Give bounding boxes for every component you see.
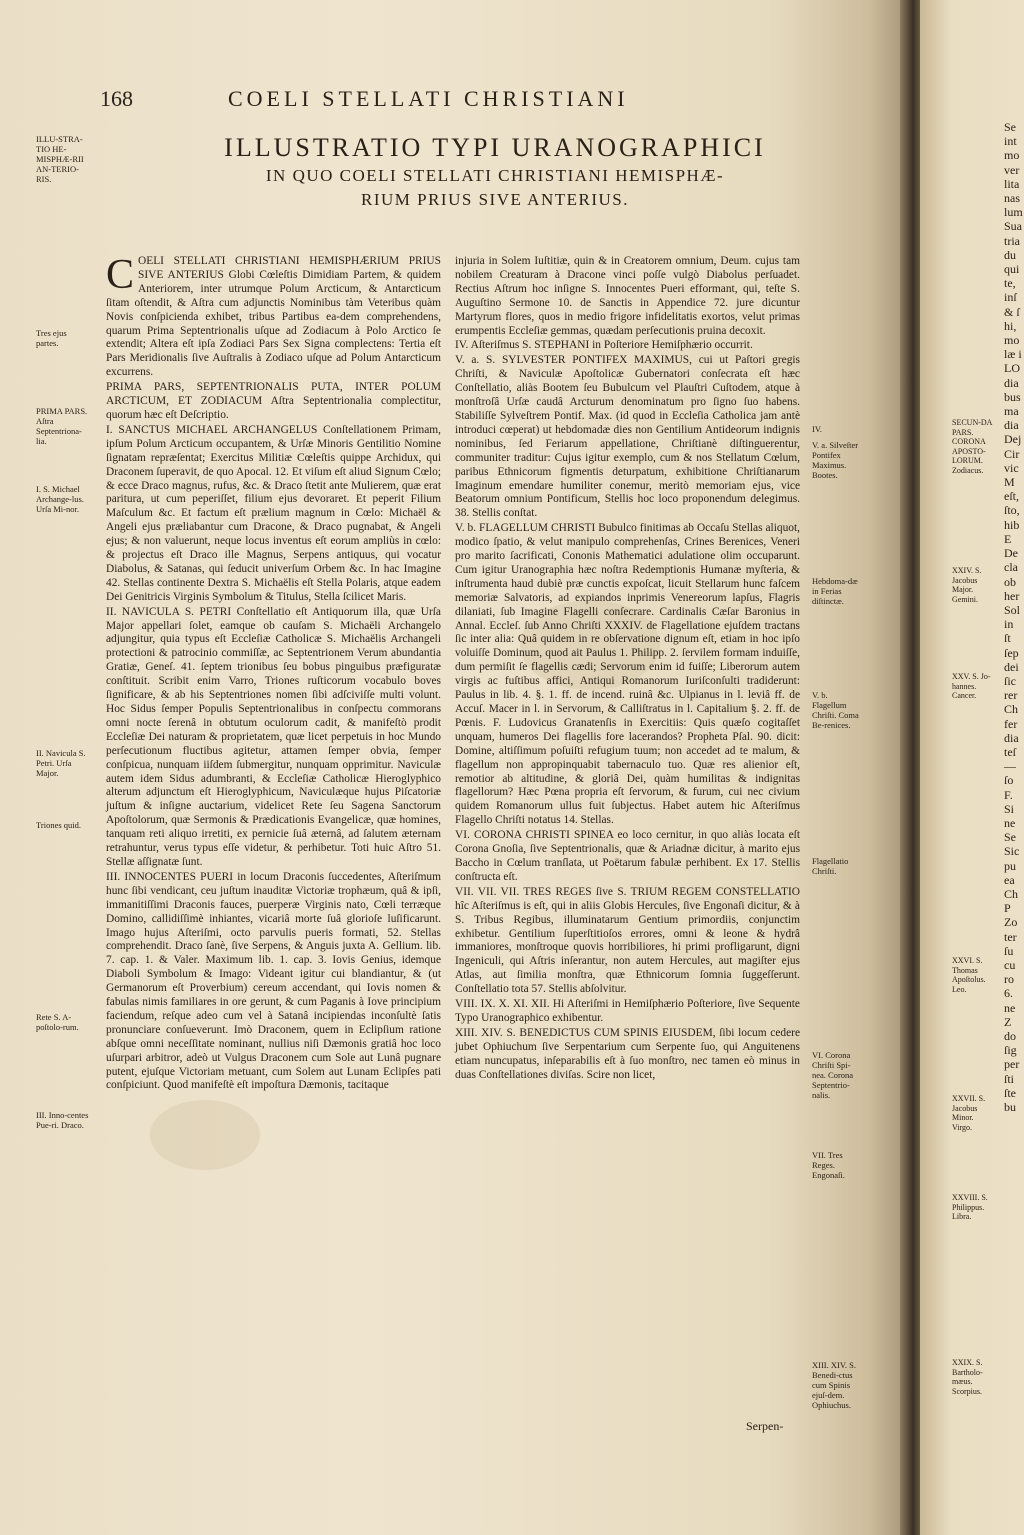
facing-text-fragment: hib xyxy=(1004,517,1020,532)
facing-text-fragment: 6. xyxy=(1004,986,1013,1001)
paragraph: I. SANCTUS MICHAEL ARCHANGELUS Conſtellationem Primam, ipſum Polum Arcticum occupantem, & Urſæ Minoris Gentilitio Nomine ſignatam repræſentat; Exercitus Militiæ Cœleſtis quippe Archidux, qui Draconem ſuperavit, de quo Apocal. 12. Et viſum eſt aliud Signum Cœlo; & ecce Draco magnus, rufus, &c. & Draco ſtetit ante Mulierem, quæ erat paritura, ut cum peperiſſet, filium ejus devoraret. Et peperit Filium Maſculum &c. Et factum eſt prælium magnum in Cœlo: Michaël & Angeli ejus præliabantur cum Dracone, & Draco pugnabat, & Angeli ejus; & non valuerunt, neque locus inventus eſt eorum ampliùs in cœlo: & projectus eſt Draco ille Magnus, Serpens antiquus, qui vocatur Diabolus, & Satanas, qui ſeducit univerſum Orbem &c. In hac Imagine 42. Stellas continente Dextra S. Michaëlis eſt Stella Polaris, atque eadem Dei Genitricis Virginis Symbolum & Titulus, Stella ſcilicet Maris. xyxy=(106,423,441,603)
facing-text-fragment: ea xyxy=(1004,872,1015,887)
facing-text-fragment: Cir xyxy=(1004,446,1020,461)
paragraph: VII. VII. VII. TRES REGES ſive S. TRIUM REGEM CONSTELLATIO hîc Aſteriſmus is eſt, qui in aliis Globis Hercules, ſive Engonaſi dicitur, & à S. Tribus Regibus, illuminatarum Gentium primordiis, conjunctim exhibetur. Gentilium ſuperſtitioſos errores, omni & leone & hydrâ immaniores, monſtroque quovis horribiliores, hi primi profligarunt, digni Ingeniculi, qui Aſtris inſerantur, non autem Hercules, aut magiſter ejus Atlas, aut ſimilia monſtra, quæ Ethnicorum ſomnia ſuggeſſerunt. Conſtellatio tota 57. Stellis abſolvitur. xyxy=(455,885,800,996)
margin-note: VI. Corona Chriſti Spi-nea. Corona Septentrio-nalis. xyxy=(812,1050,854,1100)
facing-text-fragment: bu xyxy=(1004,1100,1016,1115)
paper-stain xyxy=(150,1100,260,1170)
facing-text-fragment: her xyxy=(1004,588,1020,603)
facing-text-fragment: dia xyxy=(1004,730,1019,745)
margin-note: XIII. XIV. S. Benedi-ctus cum Spinis ejuſ-dem. Ophiuchus. xyxy=(812,1360,856,1410)
left-text-column xyxy=(106,252,441,1094)
facing-text-fragment: Ch xyxy=(1004,886,1019,901)
facing-text-fragment: P xyxy=(1004,901,1011,916)
margin-note: Flagellatio Chriſti. xyxy=(812,856,849,876)
margin-note: Triones quid. xyxy=(36,820,82,830)
facing-text-fragment: inſ xyxy=(1004,290,1017,305)
paragraph: injuria in Solem Iuſtitiæ, quin & in Creatorem omnium, Deum. cujus tam nobilem Creaturam à Dracone vinci poſſe vulgò Diabolus perſuadet. Rectius Aſtrum hoc inſigne S. Innocentes Pueri efformant, qui, teſte S. Auguſtino Sermone 10. de Sanctis in Appendice 72. jure dicuntur Martyrum flores, quos in medio frigore infidelitatis exortos, velut primas erumpentis Eccleſiæ gemmas, quædam perſecutionis pruina decoxit. xyxy=(455,255,800,337)
facing-text-fragment: dia xyxy=(1004,375,1019,390)
facing-text-fragment: ſo xyxy=(1004,773,1014,788)
margin-note: PRIMA PARS. Aſtra Septentriona-lia. xyxy=(36,406,88,446)
facing-text-fragment: Se xyxy=(1004,120,1016,134)
facing-text-fragment: pu xyxy=(1004,858,1016,873)
paragraph: V. a. S. SYLVESTER PONTIFEX MAXIMUS, cui ut Paſtori gregis Chriſti, & Naviculæ Apoſtolicæ Gubernatori conſecrata eſt hæc Conſtellatio, aliàs Bootem ſeu Bubulcum vel Plauſtri Cuſtodem, atque à monſtroſâ Urſæ caudâ Arcturum denominatum pro ſigno ſuo habens. Stabiliſſe Sylveſtrem Pontif. Max. (id quod in Eccleſia Catholica jam antè introduci cœperat) ut hebdomadæ dies non Gentilium Antideorum indignis nominibus, ſed Feriarum appellatione, Chriſtianè diſtinguerentur, communiter traditur: Cujus igitur exemplo, cum & nos Stellatum Cœlum, paribus Ethnicorum figmentis deturpatum, exhibitione Chriſtianarum Imaginum emendare humiliter conemur, meritò memoriam ejus, vice Beatorum omnium Pontificum, Stellis hoc loco proponendum delegimus. 38. Stellis conſtat. xyxy=(455,354,800,520)
facing-text-fragment: du xyxy=(1004,247,1016,262)
facing-text-fragment: Ch xyxy=(1004,702,1019,717)
facing-text-fragment: & ſ xyxy=(1004,304,1020,319)
facing-text-fragment: tria xyxy=(1004,233,1020,248)
facing-text-fragment: lum xyxy=(1004,205,1023,220)
margin-note: II. Navicula S. Petri. Urſa Major. xyxy=(36,748,86,778)
margin-note: VII. Tres Reges. Engonaſi. xyxy=(812,1150,845,1180)
facing-text-fragment: ro xyxy=(1004,972,1014,987)
facing-text-fragment: Z xyxy=(1004,1014,1012,1029)
paragraph: VI. CORONA CHRISTI SPINEA eo loco cernitur, in quo aliàs locata eſt Corona Gnoſia, ſive Septentrionalis, quæ & Ariadnæ dicitur, à marito ejus Baccho in Cœlum tranſlata, ut Poëtarum fabulæ perhibent. Ex 17. Stellis conſtructa eſt. xyxy=(455,829,800,883)
facing-text-fragment: Sic xyxy=(1004,844,1020,859)
paragraph-intro: COELI STELLATI CHRISTIANI HEMISPHÆRIUM PRIUS SIVE ANTERIUS Globi Cœleſtis Dimidiam Partem, & quidem Anteriorem, inter utrumque Polum Arcticum, & Antarcticum ſitam oſtendit, & Aſtra cum adjunctis Nominibus tàm Veteribus quàm Novis conſpicienda exhibet, tribus Partibus ea-dem comprehendens, quarum Prima Septentrionalis uſque ad Zodiacum à Polo Arctico ſe extendit; Altera eſt ipſa Zodiaci Pars Sex Signa complectens: Tertia eſt Pars Meridionalis ſive Auſtralis à Zodiaco uſque ad Polum Antarcticum excurrens. xyxy=(106,252,441,379)
facing-text-fragment: ſte xyxy=(1004,1085,1016,1100)
margin-note: Hebdoma-dæ in Ferias diſtinctæ. xyxy=(812,576,858,606)
facing-text-fragment: mo xyxy=(1004,148,1020,163)
facing-text-fragment: qui xyxy=(1004,262,1020,277)
facing-text-fragment: Dej xyxy=(1004,432,1022,447)
facing-text-fragment: vic xyxy=(1004,460,1019,475)
facing-text-fragment: Sol xyxy=(1004,602,1021,617)
facing-text-fragment: ob xyxy=(1004,574,1016,589)
facing-text-fragment: rer xyxy=(1004,688,1018,703)
facing-text-fragment: ſt xyxy=(1004,631,1011,646)
facing-text-fragment: bus xyxy=(1004,389,1021,404)
catchword: Serpen- xyxy=(746,1419,784,1433)
facing-text-fragment: De xyxy=(1004,546,1018,561)
margin-note: I. S. Michael Archange-lus. Urſa Mi-nor. xyxy=(36,484,84,514)
drop-cap: C xyxy=(106,252,135,298)
facing-text-fragment: teſ xyxy=(1004,744,1016,759)
paragraph: III. INNOCENTES PUERI in locum Draconis ſuccedentes, Aſteriſmum hunc ſibi vendicant, ceu juſtum inauditæ Victoriæ trophæum, quâ & ipſi, immanitiſſimi Draconis fauces, puerperæ Virginis nato, Cœli terræque Domino, callidiſſimè inhiantes, vicariâ morte ſuâ glorioſe luſificarunt. Imago hujus Aſteriſmi, octo parvulis pueris formati, 52. Stellas comprehendit. Draco ſanè, ſive Serpens, & Anguis juxta A. Gellium. lib. 7. cap. 1. & Valer. Maximum lib. 1. cap. 3. Iovis Genius, idemque Diaboli Symbolum & Imago: Videant igitur cui blandiantur, & (ut Germanorum eſt Proverbium) cereum accendant, qui Iovis nomen & fabulas nimis familiares in ore gerunt, & cum Paganis à Iove principium faciendum, reſque adeo cum vel à Satanâ incipiendas inconſultè ſatis pronunciare conſueverunt. Imò Draconem, quem in Eclipſium ratione abſque omni neceſſitate nominant, nullius niſi Dæmonis gratiâ hoc loco uſurpari arbitror, adeò ut Vulgus Draconem cum Sole aut Lunâ pugnare putent, ejuſque Victoriam metuant, cum Solem aut Lunam Eclipſes pati conſpiciunt. Quod manifeſtè eſt impoſtura Dæmonis, tacitaque xyxy=(106,870,441,1092)
right-text-column xyxy=(455,255,800,1083)
facing-text-fragment: te, xyxy=(1004,276,1016,291)
facing-text-fragment: int xyxy=(1004,134,1017,149)
facing-text-fragment: ter xyxy=(1004,929,1017,944)
paragraph: XIII. XIV. S. BENEDICTUS CUM SPINIS EIUSDEM, ſibi locum cedere jubet Ophiuchum ſive Serpentarium cum Serpente ſuo, qui Anguitenens etiam nuncupatus, inſeparabilis eſt à ſuo monſtro, nec tamen eò minus in duas Conſtellationes diviſas. Scire non licet, xyxy=(455,1026,800,1081)
facing-text-fragment: cu xyxy=(1004,957,1016,972)
paragraph: II. NAVICULA S. PETRI Conſtellatio eſt Antiquorum illa, quæ Urſa Major appellari ſolet, eamque ob cauſam S. Michaëli Archangelo adjungitur, quia typus eſt Eccleſiæ Catholicæ S. Michaëlis Archangeli protectioni & patrocinio commiſſæ, ac Septentrionem Verum abundantia Gratiæ, Geneſ. 41. ſeptem trionibus ſeu bobus pinguibus præfiguratæ conſtituit. Scribit enim Varro, Triones ruſticorum vocabulo boves ſignificare, & ab his Septentriones nomen ſibi adſciviſſe multi volunt. Hoc Sidus ſemper Populis Septentrionalibus in conſpectu commorans omni nocte ſerenâ in obtutum oculorum cadit, & manifeſtò prodit Eccleſiæ Dei naturam & proprietatem, quæ licet perpetuis in hoc Mundo perſecutionum fluctibus agitetur, attamen ſemper obvia, ſemper conſpicua, nunquam iiſdem ſubmergitur, nunquam opprimitur. Naviculæ autem idem Sidus adumbranti, & Eccleſiæ Catholicæ Hieroglyphico alterum adjunctum eſt Hieroglyphicum, Naviculæque hujus Piſcatoriæ juſtum & inſigne auctarium, videlicet Rete ſeu Sagena Sanctorum Apoſtolorum, quæ Sermonis & Prædicationis Evangelicæ, quæ homines, tanquam reti aliquo irretiti, ex pernicie ſuâ æternâ, ad ſalutem æternam retrahuntur, verus typus eſſe videtur, & perhibetur. Toti huic Aſtro 51. Stellæ aſſignatæ ſunt. xyxy=(106,605,441,868)
facing-text-fragment: ſep xyxy=(1004,645,1019,660)
facing-text-fragment: dei xyxy=(1004,659,1019,674)
facing-text-fragment: læ i xyxy=(1004,347,1022,362)
facing-text-fragment: nas xyxy=(1004,191,1020,206)
facing-margin-note: SECUN-DA PARS. CORONA APOSTO-LORUM. Zodiacus. xyxy=(952,418,993,475)
margin-note: ILLU-STRA-TIO HE-MISPHÆ-RII AN-TERIO-RIS. xyxy=(36,134,84,184)
facing-text-fragment: ne xyxy=(1004,1000,1016,1015)
margin-note: V. a. Silveſter Pontifex Maximus. Bootes. xyxy=(812,440,859,480)
facing-margin-note: XXVII. S. Jacobus Minor. Virgo. xyxy=(952,1094,986,1132)
facing-text-fragment: fer xyxy=(1004,716,1018,731)
facing-text-fragment: per xyxy=(1004,1057,1020,1072)
facing-margin-note: XXIX. S. Bartholo-mæus. Scorpius. xyxy=(952,1358,983,1396)
facing-margin-note: XXV. S. Jo-hannes. Cancer. xyxy=(952,672,991,700)
margin-note: V. b. Flagellum Chriſti. Coma Be-renices. xyxy=(812,690,859,730)
running-title: COELI STELLATI CHRISTIANI xyxy=(228,86,629,111)
chapter-title xyxy=(100,132,890,212)
title-line-3: RIUM PRIUS SIVE ANTERIUS. xyxy=(361,190,629,209)
facing-text-fragments xyxy=(1004,120,1024,1114)
margin-note: Rete S. A-poſtolo-rum. xyxy=(36,1012,79,1032)
facing-text-fragment: Se xyxy=(1004,830,1016,845)
facing-text-fragment: ma xyxy=(1004,404,1019,419)
facing-text-fragment: lita xyxy=(1004,176,1020,191)
facing-text-fragment: ver xyxy=(1004,162,1020,177)
facing-text-fragment: Sua xyxy=(1004,219,1022,234)
facing-text-fragment: do xyxy=(1004,1029,1016,1043)
margin-note: Tres ejus partes. xyxy=(36,328,67,348)
facing-text-fragment: ſto, xyxy=(1004,503,1020,518)
page-number: 168 xyxy=(100,86,133,111)
facing-text-fragment: ne xyxy=(1004,815,1016,830)
facing-text-fragment: hi, xyxy=(1004,318,1017,333)
facing-margin-note: XXVI. S. Thomas Apoſtolus. Leo. xyxy=(952,956,986,994)
facing-text-fragment: eſt, xyxy=(1004,489,1019,504)
facing-text-fragment: F. xyxy=(1004,787,1013,802)
facing-text-fragment: Zo xyxy=(1004,915,1018,930)
margin-note: IV. xyxy=(812,424,822,434)
facing-text-fragment: ſti xyxy=(1004,1071,1015,1086)
facing-text-fragment: — xyxy=(1004,759,1016,774)
facing-text-fragment: ſig xyxy=(1004,1043,1017,1058)
running-header xyxy=(100,86,880,116)
facing-text-fragment: ſu xyxy=(1004,943,1014,958)
title-line-2: IN QUO COELI STELLATI CHRISTIANI HEMISPHÆ- xyxy=(265,166,725,185)
facing-text-fragment: in xyxy=(1004,617,1014,632)
paragraph: V. b. FLAGELLUM CHRISTI Bubulco finitimas ab Occaſu Stellas aliquot, modico ſpatio, & velut manipulo comprehenſas, Crines Berenices, Veneri pro marito ſacrificati, Cononis Mathematici adulatione olim occuparunt. Cum igitur Uranographia hæc noſtra Redemptionis Humanæ myſteria, & inſtrumenta haud dubiè præ cunctis expoſcat, licuit Stellarum hunc faſcem memoriæ Salvatoris, ad expiandos inprimis Venereorum lapſus, Flagris dilaniati, ſub Imagine Flagelli conſecrare. Cardinalis Cæſar Baronius in Annal. Eccleſ. ſub Anno Chriſti XXXIV. de Flagellatione ejuſdem tractans ſic inter alia: Quâ quidem in re obſervatione dignum eſt, etiam in hoc ipſo voluiſſe Dominum, quod ait Paulus 1. Philipp. 2. ſervilem formam induiſſe, dum permiſit ſe flagellis cædi; Servorum enim id fuiſſe; Liberorum autem virgis ac fuſtibus affici, Antiqui Romanorum Iuriſconſulti tradiderunt: Paulus in lib. 4. §. 1. ff. de incend. ruinâ &c. Ulpianus in l. leviâ ff. de Accuſ. Macer in l. in Servorum, & Calliſtratus in l. Capitalium §. 2. ff. de Pœnis. F. Ludovicus Granatenſis in Exercitiis: Quis quæſo cogitaſſet unquam, humeros Dei flagellis fore lacerandos? Propheta Pſal. 90. dicit: Domine, altiſſimum poſuiſti refugium tuum; non accedet ad te malum, & flagellum non appropinquabit tabernaculo tuo. Quæ res alienior eſt, remotior ab altitudine, & gloriâ Dei, quàm humilitas & indignitas flagellorum? Hæc Pœna propria eſt ſervorum, & furum, cui nec civium quidem Romanorum ullus fuit ſubjectus. Habet autem hic Aſteriſmus Flagello Chriſti notatus 14. Stellas. xyxy=(455,522,800,827)
facing-margin-note: XXVIII. S. Philippus. Libra. xyxy=(952,1193,988,1221)
facing-text-fragment: mo xyxy=(1004,333,1020,348)
facing-text-fragment: cla xyxy=(1004,560,1018,575)
facing-text-fragment: E xyxy=(1004,531,1012,546)
facing-text-fragment: M xyxy=(1004,475,1015,490)
paragraph: PRIMA PARS, SEPTENTRIONALIS PUTA, INTER POLUM ARCTICUM, ET ZODIACUM Aſtra Septentrionalia complectitur, quorum hæc eſt Deſcriptio. xyxy=(106,381,441,421)
facing-margin-note: XXIV. S. Jacobus Major. Gemini. xyxy=(952,566,982,604)
paragraph: IV. Aſteriſmus S. STEPHANI in Poſteriore Hemiſphærio occurrit. xyxy=(455,339,753,352)
title-line-1: ILLUSTRATIO TYPI URANOGRAPHICI xyxy=(224,133,766,162)
facing-text-fragment: Si xyxy=(1004,801,1015,816)
facing-text-fragment: dia xyxy=(1004,418,1019,433)
paragraph: VIII. IX. X. XI. XII. Hi Aſteriſmi in Hemiſphærio Poſteriore, ſive Sequente Typo Uranographico exhibentur. xyxy=(455,998,800,1024)
facing-text-fragment: ſic xyxy=(1004,673,1016,688)
facing-text-fragment: LO xyxy=(1004,361,1020,376)
margin-note: III. Inno-centes Pue-ri. Draco. xyxy=(36,1110,89,1130)
